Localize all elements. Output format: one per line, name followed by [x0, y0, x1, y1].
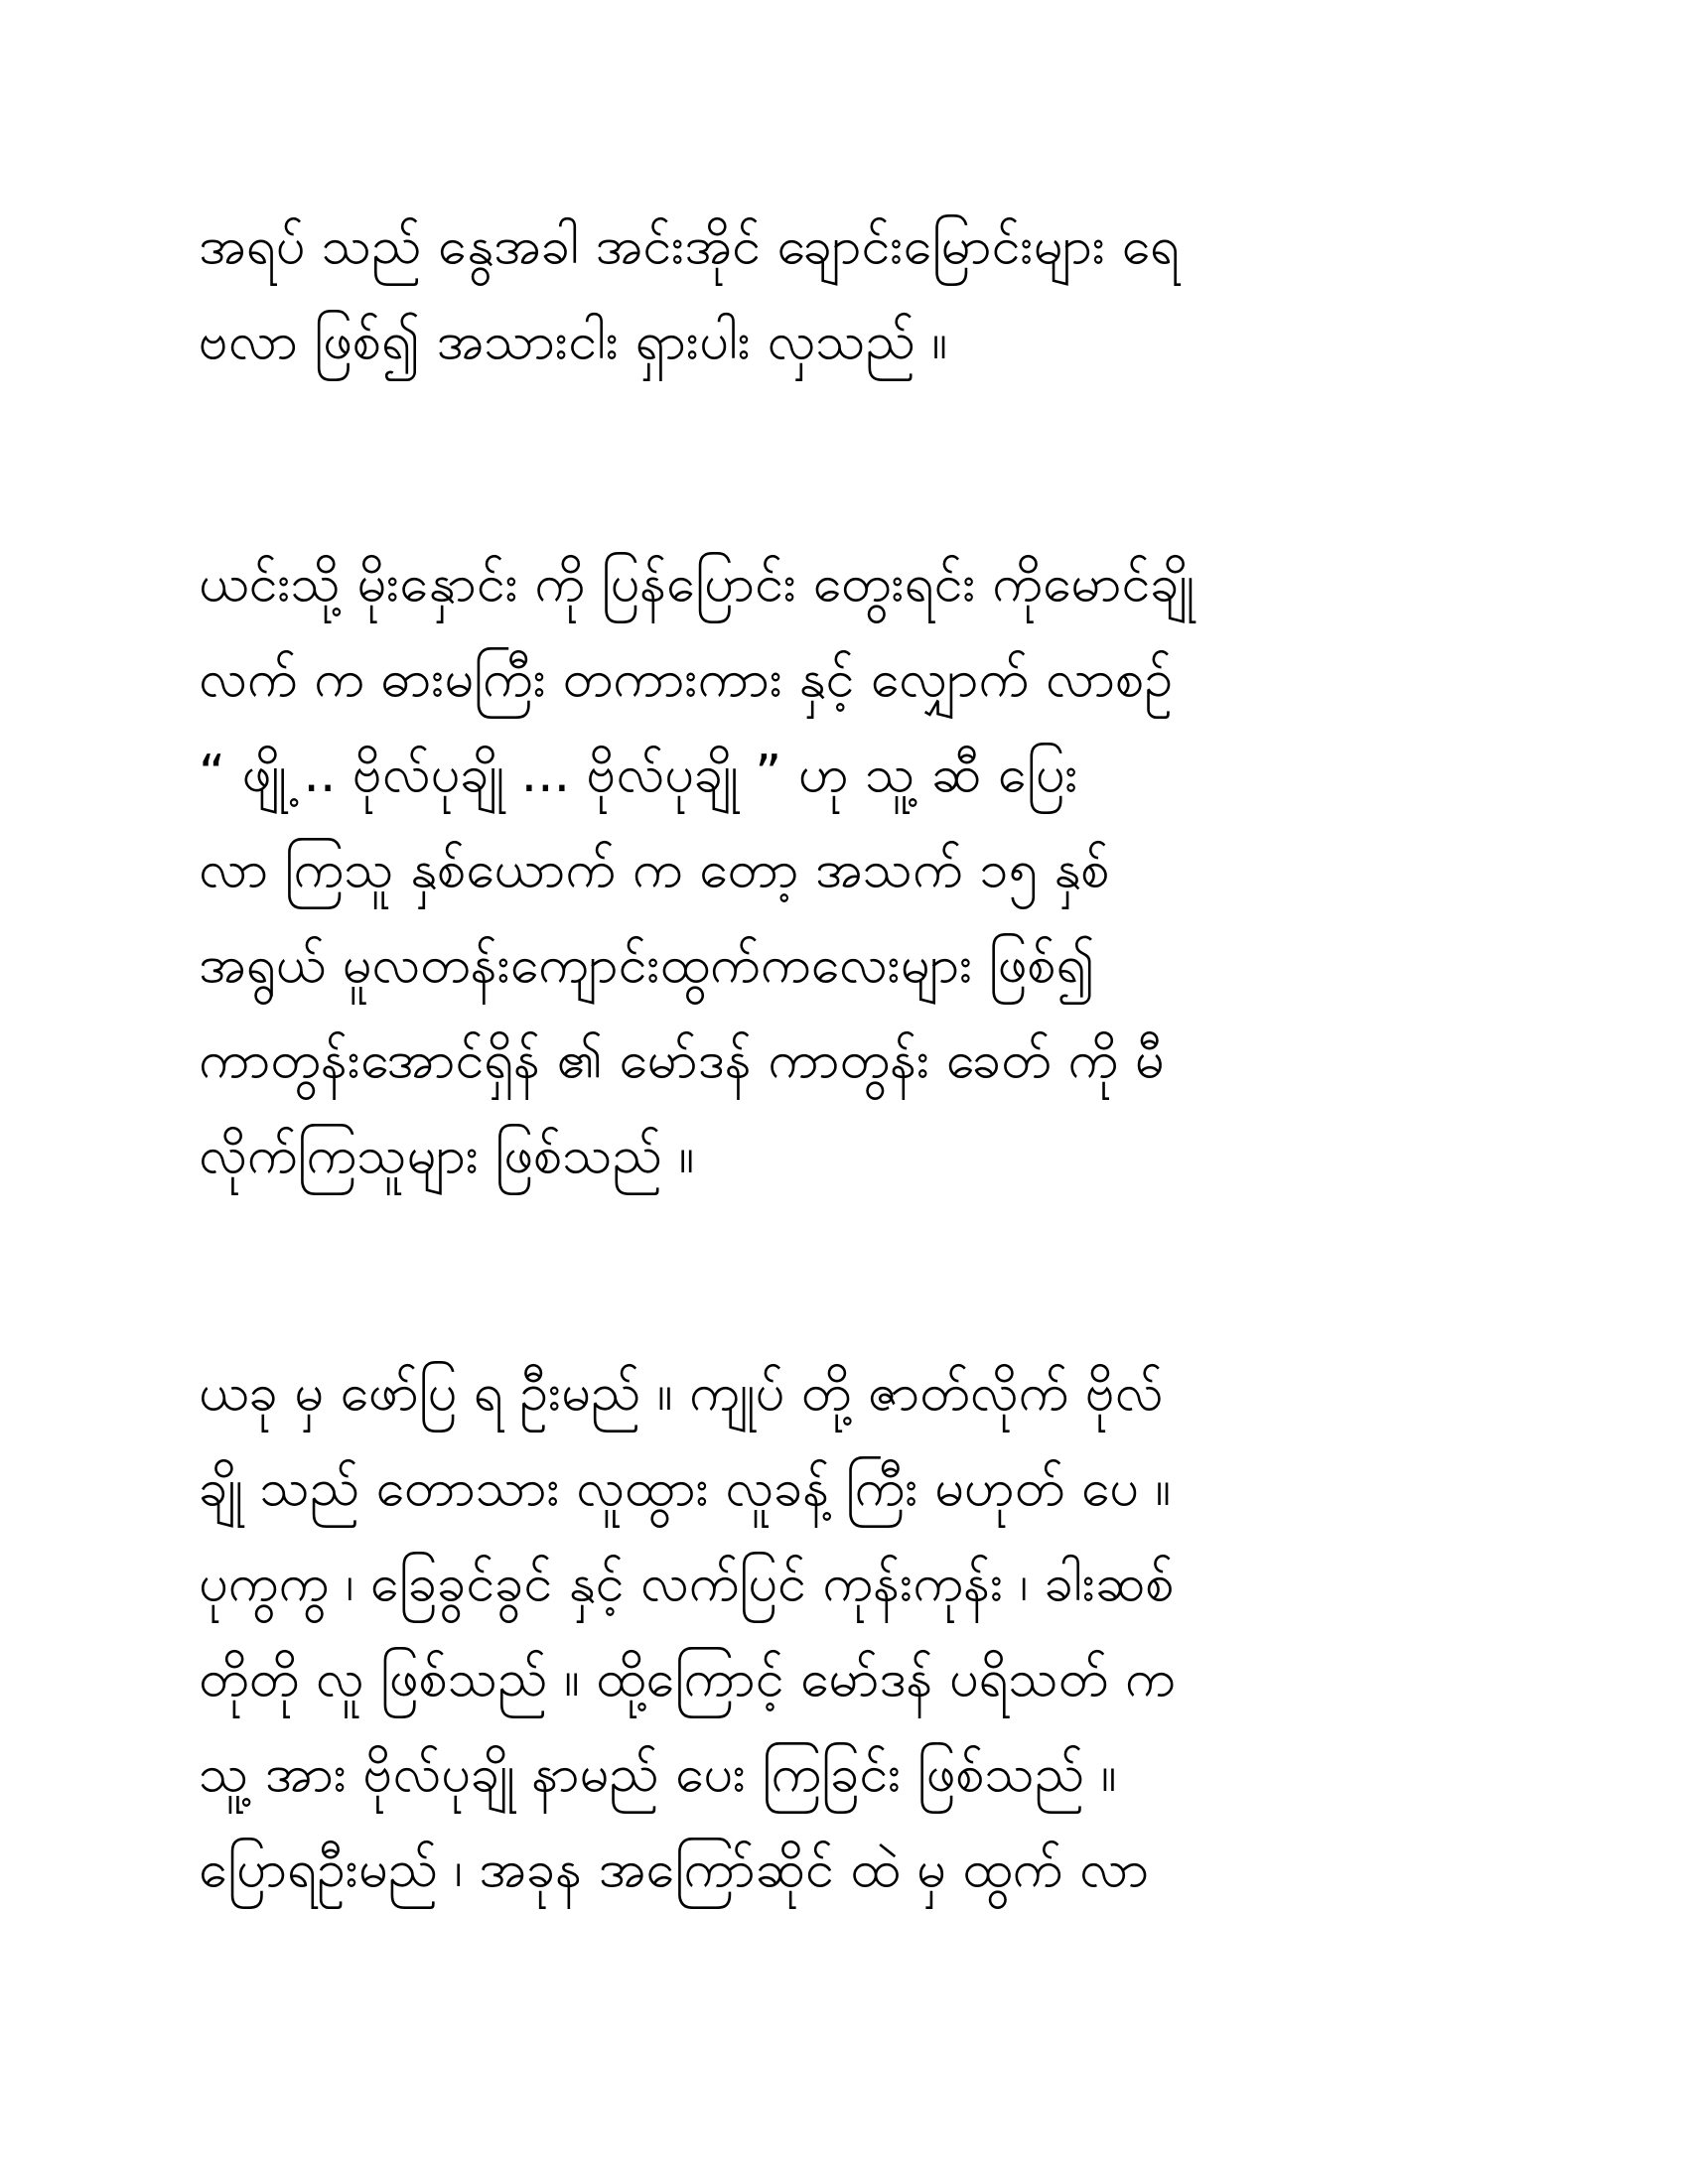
text-line: ယခု မှ ဖော်ပြ ရ ဦးမည် ။ ကျုပ် တို့ ဇာတ်လိုက် ဗိုလ်: [199, 1363, 1164, 1423]
text-line: ပုကွကွ ၊ ခြေခွင်ခွင် နှင့် လက်ပြင် ကုန်းကုန်း ၊ ခါးဆစ်: [199, 1554, 1175, 1613]
text-line: ယင်းသို့ မိုးနှောင်း ကို ပြန်ပြောင်း တွေးရင်း ကိုမောင်ချို: [199, 554, 1196, 614]
text-line: ချို သည် တောသား လူထွား လူခန့် ကြီး မဟုတ် ပေ ။: [199, 1458, 1172, 1518]
text-line: လိုက်ကြသူများ ဖြစ်သည် ။: [199, 1126, 695, 1185]
text-line: လက် က ဓားမကြီး တကားကား နှင့် လျှောက် လာစဉ်: [199, 649, 1174, 709]
text-line: သူ့ အား ဗိုလ်ပုချို နာမည် ပေး ကြခြင်း ဖြစ်သည် ။: [199, 1744, 1117, 1804]
paragraph-1: [199, 199, 1509, 389]
paragraph-2: [199, 536, 1509, 1203]
text-line: ကာတွန်းအောင်ရှိန် ၏ မော်ဒန် ကာတွန်း ခေတ် ကို မီ: [199, 1030, 1165, 1090]
text-line: အရွယ် မူလတန်းကျောင်းထွက်ကလေးများ ဖြစ်၍: [199, 935, 1095, 995]
text-line: လာ ကြသူ နှစ်ယောက် က တော့ အသက် ၁၅ နှစ်: [199, 840, 1110, 899]
paragraph-3: [199, 1345, 1509, 1917]
text-line: တိုတို လူ ဖြစ်သည် ။ ထို့ကြောင့် မော်ဒန် ပရိသတ် က: [199, 1649, 1176, 1708]
text-line: ပြောရဦးမည် ၊ အခုန အကြော်ဆိုင် ထဲ မှ ထွက် လာ: [199, 1840, 1150, 1899]
text-line: ဗလာ ဖြစ်၍ အသားငါး ရှားပါး လှသည် ။: [199, 312, 948, 371]
text-line: “ ဖျို့ .. ဗိုလ်ပုချို ... ဗိုလ်ပုချို ” ဟု သူ့ ဆီ ပြေး: [199, 745, 1078, 804]
text-line: အရပ် သည် နွေအခါ အင်းအိုင် ချောင်းမြောင်းများ ရေ: [199, 216, 1180, 276]
